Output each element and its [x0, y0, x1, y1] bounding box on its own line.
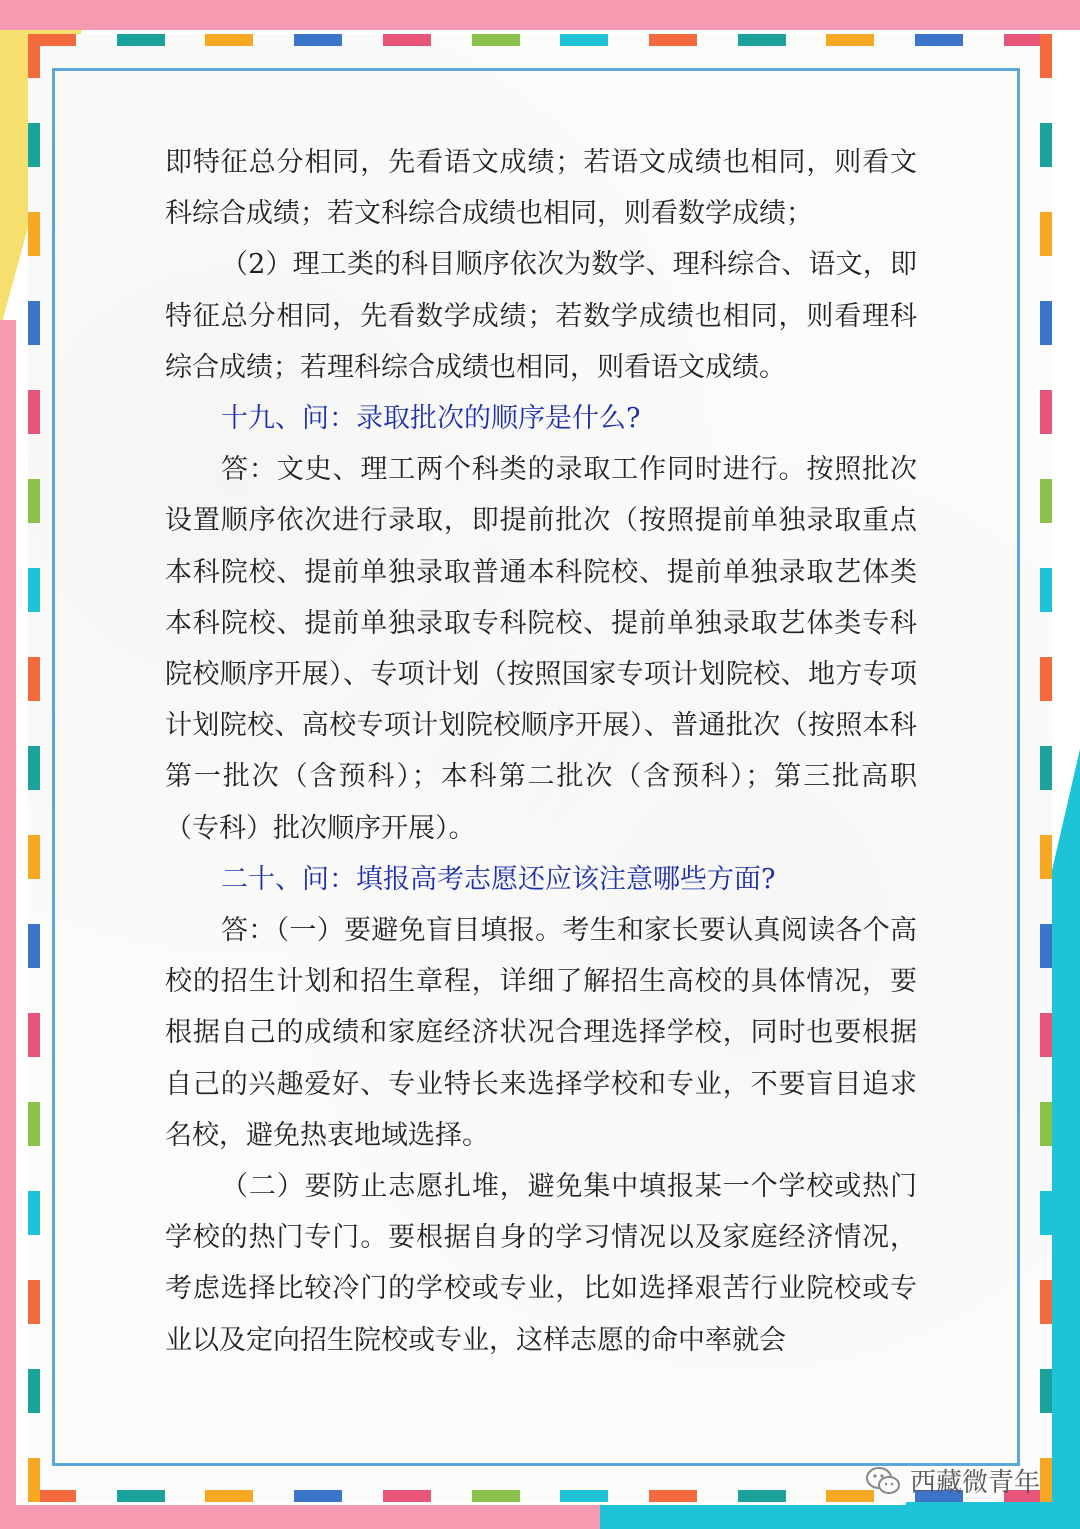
- border-dash: [383, 1490, 431, 1502]
- border-dash: [1040, 924, 1052, 968]
- border-dash: [28, 924, 40, 968]
- border-dash: [28, 1191, 40, 1235]
- border-dash: [205, 1490, 253, 1502]
- border-dash: [28, 1102, 40, 1146]
- border-dash: [1040, 657, 1052, 701]
- border-dash: [1040, 1458, 1052, 1502]
- wechat-icon: [866, 1467, 900, 1495]
- border-dash: [28, 34, 40, 78]
- border-dash: [560, 1490, 608, 1502]
- border-dash: [738, 34, 786, 46]
- border-dash: [1040, 1280, 1052, 1324]
- border-dash: [1040, 34, 1052, 78]
- answer-19: 答：文史、理工两个科类的录取工作同时进行。按照批次设置顺序依次进行录取，即提前批次（按照提前单独录取重点本科院校、提前单独录取普通本科院校、提前单独录取艺体类本科院校、提前单独录取专科院校、提前单独录取艺体类专科院校顺序开展）、专项计划（按照国家专项计划院校、地方专项计划院校、高校专项计划院校顺序开展）、普通批次（按照本科第一批次（含预科）；本科第二批次（含预科）；第三批高职（专科）批次顺序开展）。: [165, 454, 917, 844]
- border-dash: [472, 1490, 520, 1502]
- dashed-border-top: [28, 34, 1052, 46]
- border-dash: [117, 34, 165, 46]
- border-dash: [1040, 1102, 1052, 1146]
- border-dash: [1040, 746, 1052, 790]
- question-19-heading: 十九、问：录取批次的顺序是什么?: [221, 403, 641, 435]
- top-right-pink-band: [380, 0, 1080, 30]
- account-signature: [866, 1462, 1040, 1499]
- border-dash: [28, 568, 40, 612]
- border-dash: [117, 1490, 165, 1502]
- border-dash: [1040, 1013, 1052, 1057]
- border-dash: [1040, 301, 1052, 345]
- border-dash: [472, 34, 520, 46]
- border-dash: [28, 1013, 40, 1057]
- dashed-border-left: [28, 34, 40, 1502]
- border-dash: [28, 657, 40, 701]
- border-dash: [28, 1280, 40, 1324]
- border-dash: [28, 1369, 40, 1413]
- border-dash: [383, 34, 431, 46]
- border-dash: [1040, 212, 1052, 256]
- border-dash: [28, 479, 40, 523]
- border-dash: [1040, 123, 1052, 167]
- left-pink-band: [0, 320, 16, 1529]
- border-dash: [28, 835, 40, 879]
- bottom-pink-band: [0, 1505, 640, 1529]
- article-content: [165, 137, 917, 1366]
- border-dash: [1040, 568, 1052, 612]
- answer-20-part-2: （二）要防止志愿扎堆，避免集中填报某一个学校或热门学校的热门专门。要根据自身的学习情况以及家庭经济情况，考虑选择比较冷门的学校或专业，比如选择艰苦行业院校或专业以及定向招生院校或专业，这样志愿的命中率就会: [165, 1171, 917, 1356]
- border-dash: [28, 1458, 40, 1502]
- border-dash: [649, 1490, 697, 1502]
- border-dash: [28, 390, 40, 434]
- border-dash: [649, 34, 697, 46]
- paragraph-1: 即特征总分相同，先看语文成绩；若语文成绩也相同，则看文科综合成绩；若文科综合成绩也相同，则看数学成绩；: [165, 147, 917, 230]
- border-dash: [28, 212, 40, 256]
- border-dash: [294, 1490, 342, 1502]
- border-dash: [294, 34, 342, 46]
- border-dash: [826, 34, 874, 46]
- border-dash: [560, 34, 608, 46]
- account-name: 西藏微青年: [909, 1468, 1040, 1498]
- border-dash: [28, 301, 40, 345]
- border-dash: [738, 1490, 786, 1502]
- paragraph-2: （2）理工类的科目顺序依次为数学、理科综合、语文，即特征总分相同，先看数学成绩；若数学成绩也相同，则看理科综合成绩；若理科综合成绩也相同，则看语文成绩。: [165, 249, 917, 383]
- border-dash: [915, 34, 963, 46]
- answer-20-part-1: 答：（一）要避免盲目填报。考生和家长要认真阅读各个高校的招生计划和招生章程，详细了解招生高校的具体情况，要根据自己的成绩和家庭经济状况合理选择学校，同时也要根据自己的兴趣爱好、专业特长来选择学校和专业，不要盲目追求名校，避免热衷地域选择。: [165, 915, 917, 1151]
- question-20-heading: 二十、问：填报高考志愿还应该注意哪些方面?: [221, 863, 776, 895]
- bottom-cyan-band: [600, 1505, 1080, 1529]
- border-dash: [1040, 390, 1052, 434]
- border-dash: [28, 123, 40, 167]
- border-dash: [1040, 479, 1052, 523]
- border-dash: [1040, 1191, 1052, 1235]
- border-dash: [28, 746, 40, 790]
- dashed-border-right: [1040, 34, 1052, 1502]
- border-dash: [1040, 835, 1052, 879]
- border-dash: [205, 34, 253, 46]
- border-dash: [1040, 1369, 1052, 1413]
